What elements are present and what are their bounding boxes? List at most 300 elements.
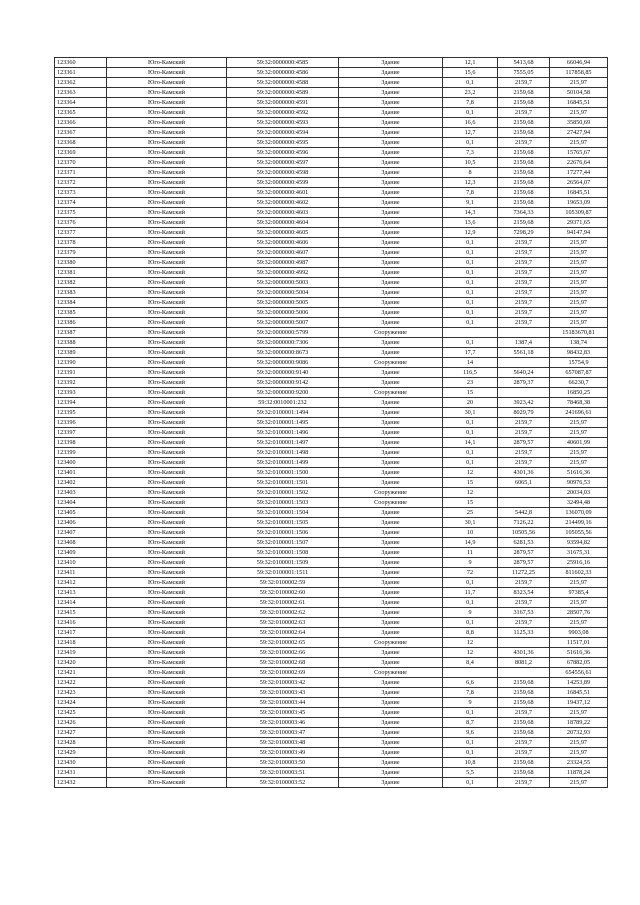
district-cell: Юго-Камский — [107, 418, 227, 428]
table-row — [55, 368, 608, 378]
rate-cell: 2159,68 — [498, 178, 550, 188]
amount-cell: 18789,22 — [550, 718, 608, 728]
cadastral-number-cell: 59:32:0100001:1495 — [227, 418, 339, 428]
amount-cell: 654556,61 — [550, 668, 608, 678]
table-row — [55, 648, 608, 658]
object-type-cell: Здание — [339, 268, 443, 278]
table-row — [55, 308, 608, 318]
object-type-cell: Сооружение — [339, 358, 443, 368]
area-cell: 17,7 — [443, 348, 498, 358]
table-row — [55, 218, 608, 228]
object-type-cell: Сооружение — [339, 638, 443, 648]
record-number-cell: 123415 — [55, 608, 107, 618]
rate-cell: 3923,42 — [498, 398, 550, 408]
district-cell: Юго-Камский — [107, 488, 227, 498]
record-number-cell: 123370 — [55, 158, 107, 168]
rate-cell: 2159,68 — [498, 128, 550, 138]
district-cell: Юго-Камский — [107, 568, 227, 578]
area-cell: 11,7 — [443, 588, 498, 598]
record-number-cell: 123392 — [55, 378, 107, 388]
cadastral-number-cell: 59:32:0000000:4594 — [227, 128, 339, 138]
amount-cell: 15765,67 — [550, 148, 608, 158]
rate-cell: 2159,68 — [498, 218, 550, 228]
area-cell: 20 — [443, 398, 498, 408]
cadastral-number-cell: 59:32:0000000:4605 — [227, 228, 339, 238]
cadastral-number-cell: 59:32:0000000:5005 — [227, 298, 339, 308]
area-cell: 8 — [443, 168, 498, 178]
record-number-cell: 123422 — [55, 678, 107, 688]
area-cell: 15,6 — [443, 68, 498, 78]
table-row — [55, 638, 608, 648]
rate-cell — [498, 388, 550, 398]
rate-cell: 2159,7 — [498, 238, 550, 248]
table-row — [55, 288, 608, 298]
record-number-cell: 123404 — [55, 498, 107, 508]
record-number-cell: 123365 — [55, 108, 107, 118]
object-type-cell: Здание — [339, 368, 443, 378]
object-type-cell: Здание — [339, 318, 443, 328]
rate-cell: 2879,37 — [498, 378, 550, 388]
rate-cell: 6065,1 — [498, 478, 550, 488]
object-type-cell: Здание — [339, 58, 443, 68]
district-cell: Юго-Камский — [107, 678, 227, 688]
amount-cell: 66046,94 — [550, 58, 608, 68]
area-cell: 8,8 — [443, 628, 498, 638]
rate-cell: 2159,68 — [498, 768, 550, 778]
object-type-cell: Здание — [339, 278, 443, 288]
table-row — [55, 678, 608, 688]
cadastral-number-cell: 59:32:0000000:4595 — [227, 138, 339, 148]
record-number-cell: 123397 — [55, 428, 107, 438]
record-number-cell: 123407 — [55, 528, 107, 538]
table-row — [55, 338, 608, 348]
table-row — [55, 268, 608, 278]
record-number-cell: 123378 — [55, 238, 107, 248]
district-cell: Юго-Камский — [107, 248, 227, 258]
record-number-cell: 123361 — [55, 68, 107, 78]
amount-cell: 105055,56 — [550, 528, 608, 538]
district-cell: Юго-Камский — [107, 168, 227, 178]
cadastral-number-cell: 59:32:0000000:4591 — [227, 98, 339, 108]
area-cell: 25 — [443, 508, 498, 518]
amount-cell: 31675,31 — [550, 548, 608, 558]
table-row — [55, 718, 608, 728]
object-type-cell: Здание — [339, 628, 443, 638]
table-row — [55, 768, 608, 778]
amount-cell: 215,97 — [550, 278, 608, 288]
area-cell: 72 — [443, 568, 498, 578]
table-row — [55, 58, 608, 68]
object-type-cell: Здание — [339, 678, 443, 688]
district-cell: Юго-Камский — [107, 258, 227, 268]
area-cell: 10 — [443, 528, 498, 538]
amount-cell: 51616,36 — [550, 648, 608, 658]
property-table — [54, 57, 608, 788]
table-row — [55, 208, 608, 218]
district-cell: Юго-Камский — [107, 298, 227, 308]
record-number-cell: 123377 — [55, 228, 107, 238]
district-cell: Юго-Камский — [107, 738, 227, 748]
object-type-cell: Здание — [339, 378, 443, 388]
area-cell: 7,8 — [443, 98, 498, 108]
object-type-cell: Здание — [339, 768, 443, 778]
rate-cell: 2159,7 — [498, 428, 550, 438]
object-type-cell: Здание — [339, 698, 443, 708]
rate-cell: 6281,53 — [498, 538, 550, 548]
district-cell: Юго-Камский — [107, 268, 227, 278]
district-cell: Юго-Камский — [107, 428, 227, 438]
table-row — [55, 318, 608, 328]
object-type-cell: Здание — [339, 738, 443, 748]
cadastral-number-cell: 59:32:0000000:4588 — [227, 78, 339, 88]
district-cell: Юго-Камский — [107, 548, 227, 558]
record-number-cell: 123432 — [55, 778, 107, 788]
amount-cell: 215,97 — [550, 738, 608, 748]
cadastral-number-cell: 59:32:0000000:5007 — [227, 318, 339, 328]
district-cell: Юго-Камский — [107, 598, 227, 608]
object-type-cell: Здание — [339, 418, 443, 428]
amount-cell: 25916,16 — [550, 558, 608, 568]
record-number-cell: 123405 — [55, 508, 107, 518]
table-row — [55, 558, 608, 568]
property-table-page — [54, 57, 607, 788]
table-row — [55, 508, 608, 518]
object-type-cell: Здание — [339, 428, 443, 438]
amount-cell: 20732,93 — [550, 728, 608, 738]
record-number-cell: 123384 — [55, 298, 107, 308]
object-type-cell: Здание — [339, 128, 443, 138]
district-cell: Юго-Камский — [107, 688, 227, 698]
district-cell: Юго-Камский — [107, 328, 227, 338]
cadastral-number-cell: 59:32:0100001:1503 — [227, 498, 339, 508]
area-cell: 14,3 — [443, 208, 498, 218]
area-cell: 7,8 — [443, 188, 498, 198]
area-cell: 0,1 — [443, 278, 498, 288]
rate-cell: 2159,68 — [498, 118, 550, 128]
rate-cell: 8081,2 — [498, 658, 550, 668]
rate-cell: 8029,79 — [498, 408, 550, 418]
area-cell: 9,1 — [443, 198, 498, 208]
rate-cell: 2159,68 — [498, 688, 550, 698]
district-cell: Юго-Камский — [107, 648, 227, 658]
cadastral-number-cell: 59:32:0100001:1507 — [227, 538, 339, 548]
table-row — [55, 148, 608, 158]
record-number-cell: 123389 — [55, 348, 107, 358]
object-type-cell: Здание — [339, 228, 443, 238]
rate-cell: 2159,7 — [498, 418, 550, 428]
amount-cell: 16850,25 — [550, 388, 608, 398]
rate-cell — [498, 358, 550, 368]
amount-cell: 22676,64 — [550, 158, 608, 168]
district-cell: Юго-Камский — [107, 728, 227, 738]
rate-cell: 2159,68 — [498, 98, 550, 108]
table-row — [55, 138, 608, 148]
cadastral-number-cell: 59:32:0000000:4585 — [227, 58, 339, 68]
table-row — [55, 328, 608, 338]
cadastral-number-cell: 59:32:0000000:5003 — [227, 278, 339, 288]
district-cell: Юго-Камский — [107, 238, 227, 248]
cadastral-number-cell: 59:32:0000000:4596 — [227, 148, 339, 158]
cadastral-number-cell: 59:32:0100002:63 — [227, 618, 339, 628]
area-cell: 15 — [443, 498, 498, 508]
object-type-cell: Здание — [339, 288, 443, 298]
cadastral-number-cell: 59:32:0100003:48 — [227, 738, 339, 748]
district-cell: Юго-Камский — [107, 88, 227, 98]
table-row — [55, 588, 608, 598]
rate-cell — [498, 328, 550, 338]
object-type-cell: Здание — [339, 158, 443, 168]
table-row — [55, 758, 608, 768]
amount-cell: 98432,83 — [550, 348, 608, 358]
object-type-cell: Здание — [339, 608, 443, 618]
cadastral-number-cell: 59:32:0100001:1496 — [227, 428, 339, 438]
amount-cell: 40601,99 — [550, 438, 608, 448]
object-type-cell: Здание — [339, 138, 443, 148]
object-type-cell: Здание — [339, 758, 443, 768]
table-row — [55, 748, 608, 758]
rate-cell: 4301,36 — [498, 468, 550, 478]
record-number-cell: 123417 — [55, 628, 107, 638]
cadastral-number-cell: 59:32:0100003:44 — [227, 698, 339, 708]
amount-cell: 811602,33 — [550, 568, 608, 578]
cadastral-number-cell: 59:32:0000000:8673 — [227, 348, 339, 358]
amount-cell: 9903,08 — [550, 628, 608, 638]
cadastral-number-cell: 59:32:0100001:1506 — [227, 528, 339, 538]
amount-cell: 214499,16 — [550, 518, 608, 528]
district-cell: Юго-Камский — [107, 318, 227, 328]
cadastral-number-cell: 59:32:0100002:69 — [227, 668, 339, 678]
object-type-cell: Здание — [339, 688, 443, 698]
amount-cell: 105309,87 — [550, 208, 608, 218]
district-cell: Юго-Камский — [107, 638, 227, 648]
cadastral-number-cell: 59:32:0100002:66 — [227, 648, 339, 658]
record-number-cell: 123382 — [55, 278, 107, 288]
area-cell: 0,1 — [443, 338, 498, 348]
cadastral-number-cell: 59:32:0100002:59 — [227, 578, 339, 588]
area-cell: 0,1 — [443, 448, 498, 458]
object-type-cell: Здание — [339, 398, 443, 408]
amount-cell: 20034,03 — [550, 488, 608, 498]
amount-cell: 215,97 — [550, 418, 608, 428]
amount-cell: 136070,09 — [550, 508, 608, 518]
cadastral-number-cell: 59:32:0000000:9140 — [227, 368, 339, 378]
amount-cell: 215,97 — [550, 778, 608, 788]
table-row — [55, 388, 608, 398]
table-row — [55, 228, 608, 238]
object-type-cell: Здание — [339, 578, 443, 588]
district-cell: Юго-Камский — [107, 628, 227, 638]
district-cell: Юго-Камский — [107, 358, 227, 368]
rate-cell: 3167,53 — [498, 608, 550, 618]
cadastral-number-cell: 59:32:0100003:46 — [227, 718, 339, 728]
rate-cell: 2159,7 — [498, 618, 550, 628]
cadastral-number-cell: 59:32:0000000:4601 — [227, 188, 339, 198]
rate-cell: 2159,68 — [498, 168, 550, 178]
record-number-cell: 123418 — [55, 638, 107, 648]
district-cell: Юго-Камский — [107, 478, 227, 488]
rate-cell: 7126,22 — [498, 518, 550, 528]
record-number-cell: 123388 — [55, 338, 107, 348]
district-cell: Юго-Камский — [107, 378, 227, 388]
cadastral-number-cell: 59:32:0000000:4592 — [227, 108, 339, 118]
area-cell: 0,1 — [443, 738, 498, 748]
amount-cell: 215,97 — [550, 708, 608, 718]
record-number-cell: 123396 — [55, 418, 107, 428]
object-type-cell: Здание — [339, 248, 443, 258]
record-number-cell: 123412 — [55, 578, 107, 588]
area-cell: 0,1 — [443, 288, 498, 298]
cadastral-number-cell: 59:32:0100003:50 — [227, 758, 339, 768]
cadastral-number-cell: 59:32:0000000:4589 — [227, 88, 339, 98]
district-cell: Юго-Камский — [107, 408, 227, 418]
amount-cell: 16845,51 — [550, 188, 608, 198]
record-number-cell: 123387 — [55, 328, 107, 338]
amount-cell: 215,97 — [550, 238, 608, 248]
cadastral-number-cell: 59:32:0100001:1500 — [227, 468, 339, 478]
object-type-cell: Здание — [339, 198, 443, 208]
area-cell: 23 — [443, 378, 498, 388]
district-cell: Юго-Камский — [107, 198, 227, 208]
area-cell: 0,1 — [443, 248, 498, 258]
record-number-cell: 123375 — [55, 208, 107, 218]
district-cell: Юго-Камский — [107, 618, 227, 628]
area-cell: 0,1 — [443, 458, 498, 468]
rate-cell: 2159,7 — [498, 778, 550, 788]
record-number-cell: 123360 — [55, 58, 107, 68]
amount-cell: 215,97 — [550, 308, 608, 318]
cadastral-number-cell: 59:32:0100003:51 — [227, 768, 339, 778]
cadastral-number-cell: 59:32:0000000:4599 — [227, 178, 339, 188]
table-row — [55, 258, 608, 268]
rate-cell: 2879,57 — [498, 548, 550, 558]
table-row — [55, 618, 608, 628]
amount-cell: 215,97 — [550, 298, 608, 308]
amount-cell: 215,97 — [550, 258, 608, 268]
table-row — [55, 188, 608, 198]
table-row — [55, 408, 608, 418]
object-type-cell: Сооружение — [339, 388, 443, 398]
rate-cell: 2159,7 — [498, 278, 550, 288]
amount-cell: 67882,05 — [550, 658, 608, 668]
amount-cell: 26564,07 — [550, 178, 608, 188]
table-row — [55, 728, 608, 738]
object-type-cell: Сооружение — [339, 498, 443, 508]
record-number-cell: 123373 — [55, 188, 107, 198]
rate-cell: 2159,7 — [498, 308, 550, 318]
record-number-cell: 123413 — [55, 588, 107, 598]
record-number-cell: 123363 — [55, 88, 107, 98]
cadastral-number-cell: 59:32:0100001:1505 — [227, 518, 339, 528]
rate-cell: 5561,18 — [498, 348, 550, 358]
table-row — [55, 688, 608, 698]
rate-cell: 2159,7 — [498, 288, 550, 298]
cadastral-number-cell: 59:32:0000000:4602 — [227, 198, 339, 208]
table-row — [55, 628, 608, 638]
cadastral-number-cell: 59:32:0100001:1501 — [227, 478, 339, 488]
cadastral-number-cell: 59:32:0000000:4598 — [227, 168, 339, 178]
district-cell: Юго-Камский — [107, 58, 227, 68]
amount-cell: 215,97 — [550, 248, 608, 258]
object-type-cell: Здание — [339, 148, 443, 158]
amount-cell: 215,97 — [550, 318, 608, 328]
amount-cell: 215,97 — [550, 428, 608, 438]
area-cell: 0,1 — [443, 708, 498, 718]
record-number-cell: 123416 — [55, 618, 107, 628]
record-number-cell: 123430 — [55, 758, 107, 768]
cadastral-number-cell: 59:32:0100003:42 — [227, 678, 339, 688]
rate-cell: 2159,7 — [498, 248, 550, 258]
amount-cell: 241696,61 — [550, 408, 608, 418]
rate-cell: 2159,7 — [498, 138, 550, 148]
table-row — [55, 68, 608, 78]
district-cell: Юго-Камский — [107, 528, 227, 538]
object-type-cell: Здание — [339, 298, 443, 308]
object-type-cell: Здание — [339, 88, 443, 98]
district-cell: Юго-Камский — [107, 218, 227, 228]
area-cell: 9 — [443, 608, 498, 618]
rate-cell: 2159,7 — [498, 108, 550, 118]
cadastral-number-cell: 59:32:0000000:5006 — [227, 308, 339, 318]
rate-cell: 2159,7 — [498, 298, 550, 308]
object-type-cell: Здание — [339, 438, 443, 448]
area-cell: 0,1 — [443, 138, 498, 148]
table-row — [55, 548, 608, 558]
area-cell: 14 — [443, 358, 498, 368]
district-cell: Юго-Камский — [107, 578, 227, 588]
area-cell: 7,3 — [443, 148, 498, 158]
rate-cell: 2159,7 — [498, 268, 550, 278]
record-number-cell: 123393 — [55, 388, 107, 398]
area-cell: 8,4 — [443, 658, 498, 668]
rate-cell: 2159,7 — [498, 598, 550, 608]
rate-cell: 10505,56 — [498, 528, 550, 538]
district-cell: Юго-Камский — [107, 148, 227, 158]
amount-cell: 11878,24 — [550, 768, 608, 778]
table-row — [55, 428, 608, 438]
record-number-cell: 123431 — [55, 768, 107, 778]
area-cell: 14,1 — [443, 438, 498, 448]
table-row — [55, 778, 608, 788]
record-number-cell: 123391 — [55, 368, 107, 378]
table-row — [55, 98, 608, 108]
amount-cell: 29371,65 — [550, 218, 608, 228]
record-number-cell: 123421 — [55, 668, 107, 678]
table-row — [55, 438, 608, 448]
table-row — [55, 598, 608, 608]
rate-cell: 2159,68 — [498, 678, 550, 688]
table-row — [55, 578, 608, 588]
area-cell: 12 — [443, 638, 498, 648]
amount-cell: 215,97 — [550, 108, 608, 118]
rate-cell: 2159,68 — [498, 158, 550, 168]
area-cell: 10,8 — [443, 758, 498, 768]
table-row — [55, 668, 608, 678]
district-cell: Юго-Камский — [107, 468, 227, 478]
record-number-cell: 123380 — [55, 258, 107, 268]
cadastral-number-cell: 59:32:0100003:52 — [227, 778, 339, 788]
area-cell — [443, 668, 498, 678]
amount-cell: 28507,76 — [550, 608, 608, 618]
record-number-cell: 123423 — [55, 688, 107, 698]
table-row — [55, 168, 608, 178]
district-cell: Юго-Камский — [107, 518, 227, 528]
record-number-cell: 123376 — [55, 218, 107, 228]
cadastral-number-cell: 59:32:0010001:232 — [227, 398, 339, 408]
cadastral-number-cell: 59:32:0100002:65 — [227, 638, 339, 648]
record-number-cell: 123403 — [55, 488, 107, 498]
object-type-cell: Здание — [339, 658, 443, 668]
record-number-cell: 123368 — [55, 138, 107, 148]
